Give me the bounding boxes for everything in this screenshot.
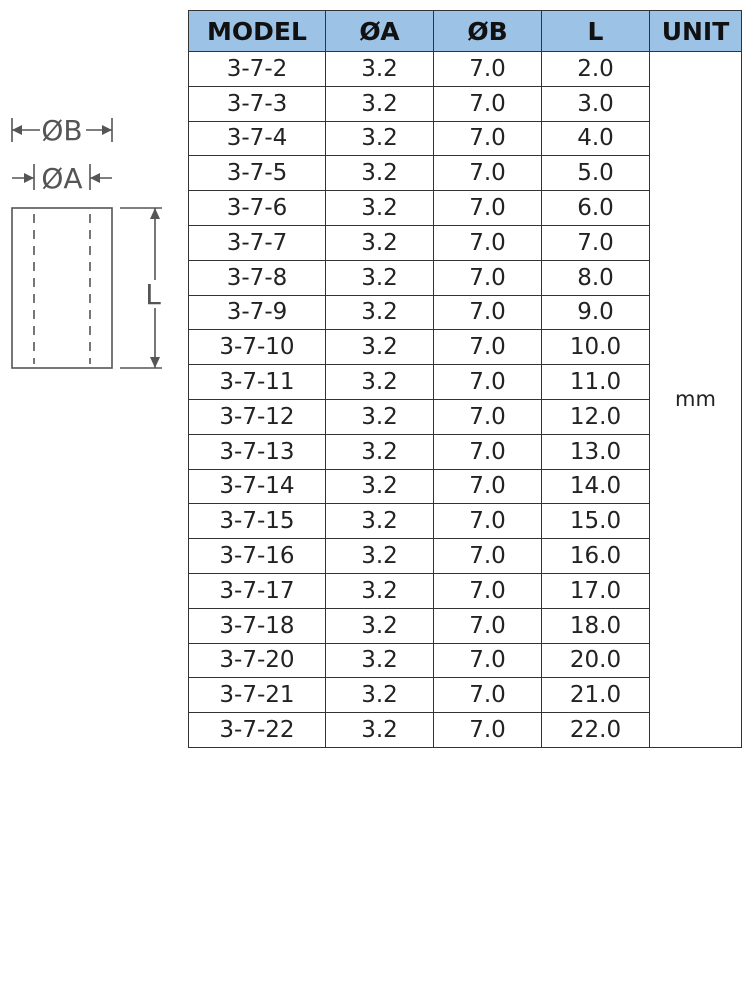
cell-model: 3-7-17	[189, 573, 326, 608]
cell-model: 3-7-15	[189, 504, 326, 539]
cell-length: 3.0	[542, 86, 650, 121]
cell-outer-diameter: 7.0	[434, 469, 542, 504]
cell-inner-diameter: 3.2	[326, 260, 434, 295]
cell-inner-diameter: 3.2	[326, 539, 434, 574]
cell-inner-diameter: 3.2	[326, 504, 434, 539]
cell-model: 3-7-13	[189, 434, 326, 469]
cell-outer-diameter: 7.0	[434, 539, 542, 574]
spacer-dimension-diagram	[0, 108, 180, 388]
header-model: MODEL	[189, 11, 326, 52]
cell-inner-diameter: 3.2	[326, 434, 434, 469]
cell-model: 3-7-18	[189, 608, 326, 643]
cell-model: 3-7-14	[189, 469, 326, 504]
cell-outer-diameter: 7.0	[434, 608, 542, 643]
cell-inner-diameter: 3.2	[326, 191, 434, 226]
cell-outer-diameter: 7.0	[434, 643, 542, 678]
cell-inner-diameter: 3.2	[326, 713, 434, 748]
cell-model: 3-7-12	[189, 399, 326, 434]
cell-inner-diameter: 3.2	[326, 330, 434, 365]
cell-length: 16.0	[542, 539, 650, 574]
header-unit: UNIT	[650, 11, 742, 52]
cell-length: 20.0	[542, 643, 650, 678]
table-header-row	[189, 11, 742, 52]
cell-length: 9.0	[542, 295, 650, 330]
cell-model: 3-7-11	[189, 365, 326, 400]
table-row	[189, 52, 742, 87]
cell-inner-diameter: 3.2	[326, 52, 434, 87]
cell-inner-diameter: 3.2	[326, 573, 434, 608]
cell-outer-diameter: 7.0	[434, 399, 542, 434]
cell-unit: mm	[650, 52, 742, 748]
cell-model: 3-7-7	[189, 225, 326, 260]
cell-length: 5.0	[542, 156, 650, 191]
cell-length: 22.0	[542, 713, 650, 748]
cell-length: 17.0	[542, 573, 650, 608]
cell-outer-diameter: 7.0	[434, 573, 542, 608]
cell-outer-diameter: 7.0	[434, 121, 542, 156]
cell-length: 12.0	[542, 399, 650, 434]
cell-outer-diameter: 7.0	[434, 260, 542, 295]
cell-length: 18.0	[542, 608, 650, 643]
cell-length: 2.0	[542, 52, 650, 87]
cell-inner-diameter: 3.2	[326, 399, 434, 434]
cell-model: 3-7-16	[189, 539, 326, 574]
cell-outer-diameter: 7.0	[434, 434, 542, 469]
cell-outer-diameter: 7.0	[434, 52, 542, 87]
cell-outer-diameter: 7.0	[434, 365, 542, 400]
cell-length: 4.0	[542, 121, 650, 156]
cell-length: 13.0	[542, 434, 650, 469]
cell-outer-diameter: 7.0	[434, 225, 542, 260]
specification-table	[188, 10, 742, 748]
cell-length: 14.0	[542, 469, 650, 504]
cell-length: 21.0	[542, 678, 650, 713]
cell-inner-diameter: 3.2	[326, 121, 434, 156]
cell-model: 3-7-5	[189, 156, 326, 191]
cell-model: 3-7-8	[189, 260, 326, 295]
cell-outer-diameter: 7.0	[434, 678, 542, 713]
cell-inner-diameter: 3.2	[326, 643, 434, 678]
cell-length: 10.0	[542, 330, 650, 365]
header-outer-diameter: ØB	[434, 11, 542, 52]
cell-length: 8.0	[542, 260, 650, 295]
diagram-label-length: L	[145, 278, 161, 311]
cell-length: 15.0	[542, 504, 650, 539]
cell-inner-diameter: 3.2	[326, 365, 434, 400]
cell-inner-diameter: 3.2	[326, 225, 434, 260]
cell-inner-diameter: 3.2	[326, 608, 434, 643]
cell-length: 11.0	[542, 365, 650, 400]
cell-outer-diameter: 7.0	[434, 191, 542, 226]
cell-outer-diameter: 7.0	[434, 86, 542, 121]
cell-model: 3-7-6	[189, 191, 326, 226]
table-body	[189, 52, 742, 748]
cell-inner-diameter: 3.2	[326, 678, 434, 713]
cell-model: 3-7-21	[189, 678, 326, 713]
cell-inner-diameter: 3.2	[326, 295, 434, 330]
cell-model: 3-7-10	[189, 330, 326, 365]
cell-model: 3-7-20	[189, 643, 326, 678]
cell-length: 7.0	[542, 225, 650, 260]
cell-model: 3-7-4	[189, 121, 326, 156]
diagram-label-outer-diameter: ØB	[41, 114, 83, 147]
cell-inner-diameter: 3.2	[326, 86, 434, 121]
cell-inner-diameter: 3.2	[326, 156, 434, 191]
cell-inner-diameter: 3.2	[326, 469, 434, 504]
header-length: L	[542, 11, 650, 52]
cell-model: 3-7-22	[189, 713, 326, 748]
cell-model: 3-7-9	[189, 295, 326, 330]
cell-model: 3-7-3	[189, 86, 326, 121]
cell-model: 3-7-2	[189, 52, 326, 87]
header-inner-diameter: ØA	[326, 11, 434, 52]
cell-outer-diameter: 7.0	[434, 504, 542, 539]
diagram-label-inner-diameter: ØA	[41, 162, 83, 195]
cell-outer-diameter: 7.0	[434, 713, 542, 748]
cell-outer-diameter: 7.0	[434, 330, 542, 365]
cell-length: 6.0	[542, 191, 650, 226]
cell-outer-diameter: 7.0	[434, 295, 542, 330]
cell-outer-diameter: 7.0	[434, 156, 542, 191]
